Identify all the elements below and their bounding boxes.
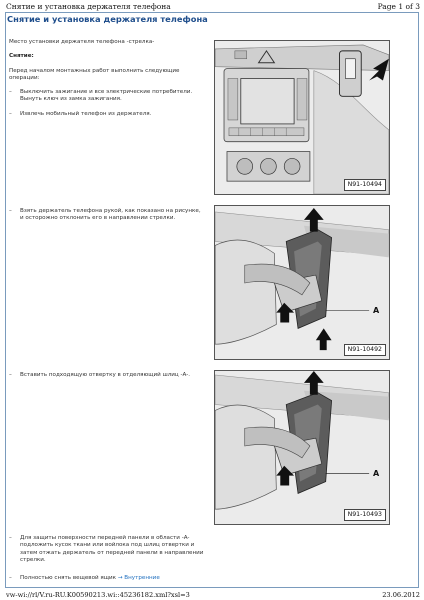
print-header-title: Снятие и установка держателя телефона	[6, 2, 171, 11]
marker-label: A	[373, 306, 380, 315]
internal-link[interactable]: → Внутренние	[117, 575, 160, 581]
bullet-item: Выключить зажигание и все электрические потребители. Вынуть ключ из замка зажигания.	[20, 89, 193, 103]
bullet-dash: –	[9, 89, 12, 95]
page-number: Page 1 of 3	[377, 2, 420, 11]
footer-date: 23.06.2012	[382, 591, 420, 599]
figure-code: N91-10493	[344, 509, 386, 521]
figure-tilt-holder	[214, 205, 390, 360]
page-title: Снятие и установка держателя телефона	[7, 14, 208, 24]
step-text-main: Полностью снять вещевой ящик	[20, 575, 117, 581]
removal-label: Снятие:	[9, 53, 34, 59]
prep-text: Перед началом монтажных работ выполнить следующие операции:	[9, 68, 180, 82]
bullet-dash: –	[9, 111, 12, 117]
step-dash: –	[9, 535, 12, 541]
figure-dashboard	[214, 40, 390, 195]
dashboard-illustration	[215, 41, 389, 194]
step-dash: –	[9, 208, 12, 214]
marker-label: A	[373, 469, 380, 478]
figure-code: N91-10492	[344, 344, 386, 356]
screwdriver-illustration	[215, 371, 389, 524]
footer-url: vw-wi://rl/V.ru-RU.K00590213.wi::45236182.xml?xsl=3	[6, 591, 190, 599]
print-footer	[6, 590, 420, 600]
figure-code: N91-10494	[344, 179, 386, 191]
figure-screwdriver	[214, 370, 390, 525]
step-dash: –	[9, 575, 12, 581]
step-text: Взять держатель телефона рукой, как показано на рисунке, и осторожно отклонить его в направлении стрелки.	[20, 208, 201, 222]
step-text: Для защиты поверхности передней панели в области -A- подложить кусок ткани или войлока под шлиц отвертки и затем отжать держатель от передней панели в направлении стрелки.	[20, 535, 204, 563]
step-text	[20, 575, 220, 582]
step-dash: –	[9, 372, 12, 378]
bullet-item: Извлечь мобильный телефон из держателя.	[20, 111, 152, 117]
step-text: Вставить подходящую отвертку в отделяющий шлиц -A-.	[20, 372, 191, 378]
location-text: Место установки держателя телефона -стрелка-	[9, 39, 155, 45]
holder-tilt-illustration	[215, 206, 389, 359]
